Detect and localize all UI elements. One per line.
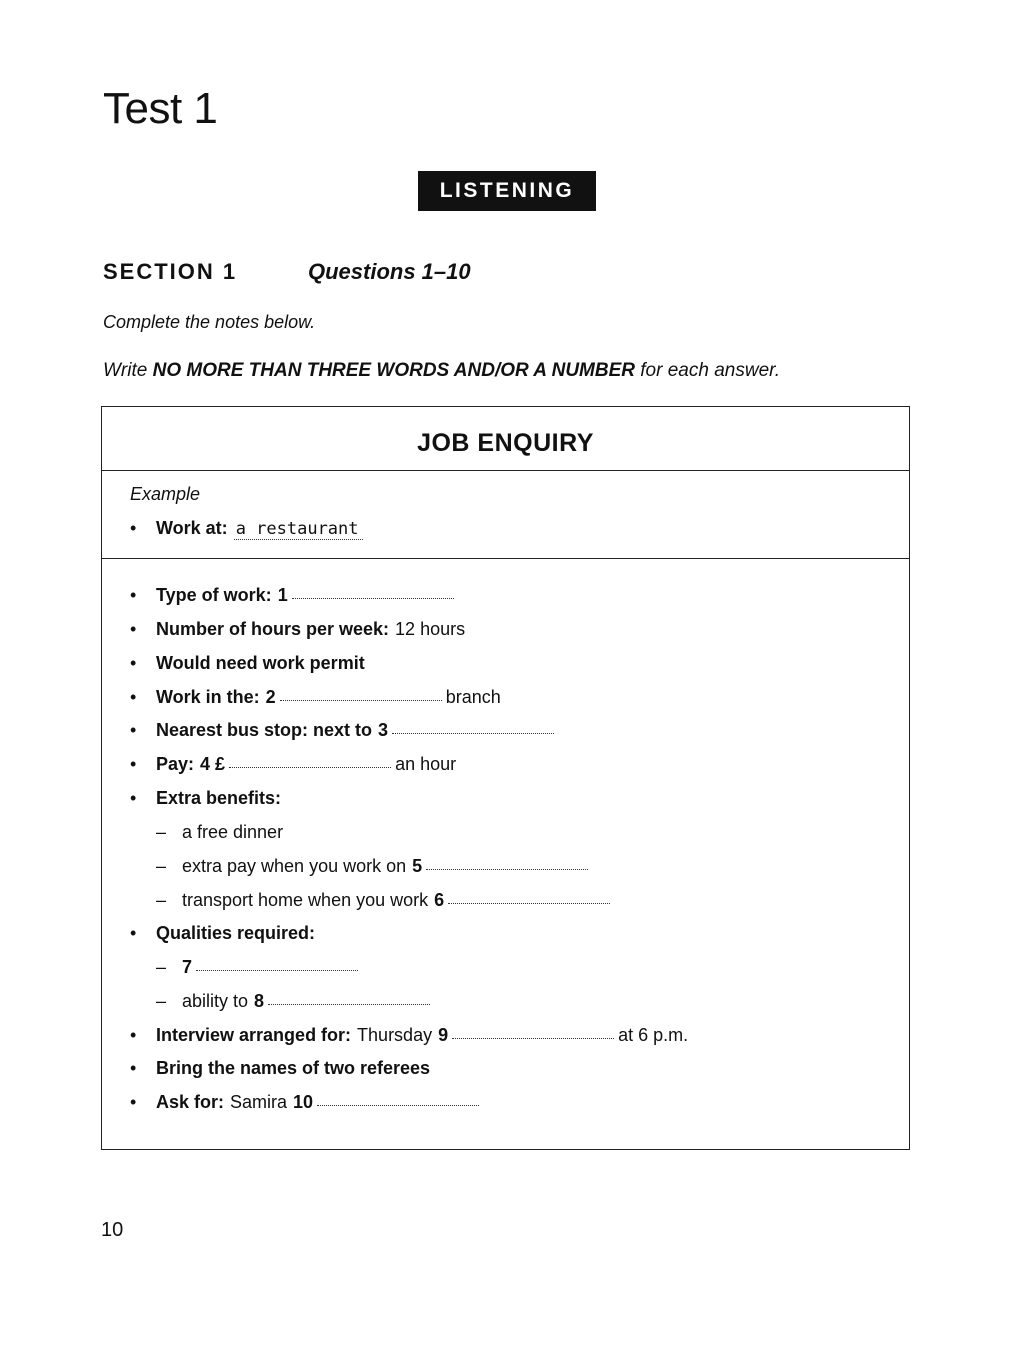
note-label: Interview arranged for: bbox=[156, 1025, 352, 1045]
sub-item-quality-7 bbox=[156, 957, 362, 978]
bullet-icon: • bbox=[130, 1025, 137, 1045]
instruction-word-limit bbox=[103, 360, 780, 382]
dash-icon: – bbox=[156, 822, 167, 842]
note-item-branch bbox=[130, 687, 501, 708]
bullet-icon: • bbox=[130, 1092, 137, 1112]
sub-item-free-dinner bbox=[156, 822, 283, 843]
question-number: 8 bbox=[254, 991, 265, 1011]
notes-title: JOB ENQUIRY bbox=[417, 429, 594, 457]
sub-text: transport home when you work bbox=[182, 890, 429, 910]
note-label: Bring the names of two referees bbox=[156, 1058, 431, 1078]
sub-item-quality-8 bbox=[156, 991, 434, 1012]
section-questions: Questions 1–10 bbox=[308, 259, 471, 284]
bullet-icon: • bbox=[130, 619, 137, 639]
answer-blank[interactable] bbox=[196, 970, 358, 971]
example-answer: a restaurant bbox=[234, 519, 363, 540]
bullet-icon: • bbox=[130, 585, 137, 605]
note-item-referees bbox=[130, 1058, 430, 1079]
question-number: 7 bbox=[182, 957, 193, 977]
note-value: Samira bbox=[230, 1092, 288, 1112]
example-divider bbox=[102, 558, 909, 559]
instruction-complete-notes: Complete the notes below. bbox=[103, 312, 316, 332]
instruction-post: for each answer. bbox=[640, 360, 781, 381]
note-item-hours bbox=[130, 619, 465, 640]
note-item-ask-for bbox=[130, 1092, 483, 1113]
question-number: 6 bbox=[434, 890, 445, 910]
note-after: branch bbox=[445, 687, 501, 707]
notes-box bbox=[101, 406, 910, 1150]
note-label: Extra benefits: bbox=[156, 788, 282, 808]
note-after: at 6 p.m. bbox=[618, 1025, 689, 1045]
sub-text: a free dinner bbox=[182, 822, 284, 842]
answer-blank[interactable] bbox=[229, 767, 391, 768]
answer-blank[interactable] bbox=[452, 1038, 614, 1039]
bullet-icon: • bbox=[130, 788, 137, 808]
instruction-pre: Write bbox=[103, 360, 148, 381]
note-label: Number of hours per week: bbox=[156, 619, 390, 639]
note-value: Thursday bbox=[357, 1025, 433, 1045]
sub-item-transport bbox=[156, 890, 614, 911]
note-item-pay bbox=[130, 754, 456, 775]
note-item-extra-benefits bbox=[130, 788, 281, 809]
answer-blank[interactable] bbox=[268, 1004, 430, 1005]
sub-text: ability to bbox=[182, 991, 249, 1011]
note-label: Pay: bbox=[156, 754, 195, 774]
answer-blank[interactable] bbox=[280, 700, 442, 701]
section-label: SECTION 1 bbox=[103, 259, 238, 284]
dash-icon: – bbox=[156, 890, 167, 910]
question-number: 5 bbox=[412, 856, 423, 876]
bullet-icon: • bbox=[130, 1058, 137, 1078]
note-label: Work in the: bbox=[156, 687, 260, 707]
note-label: Type of work: bbox=[156, 585, 272, 605]
page-number: 10 bbox=[101, 1219, 124, 1241]
example-field-label: Work at: bbox=[156, 518, 228, 538]
answer-blank[interactable] bbox=[448, 903, 610, 904]
note-item-bus-stop bbox=[130, 720, 558, 741]
bullet-icon: • bbox=[130, 518, 137, 538]
answer-blank[interactable] bbox=[292, 598, 454, 599]
instruction-bold: NO MORE THAN THREE WORDS AND/OR A NUMBER bbox=[152, 360, 635, 381]
note-item-type-of-work bbox=[130, 585, 458, 606]
bullet-icon: • bbox=[130, 923, 137, 943]
note-label: Would need work permit bbox=[156, 653, 365, 673]
dash-icon: – bbox=[156, 991, 167, 1011]
bullet-icon: • bbox=[130, 754, 137, 774]
bullet-icon: • bbox=[130, 687, 137, 707]
note-value: 12 hours bbox=[395, 619, 466, 639]
sub-item-extra-pay bbox=[156, 856, 592, 877]
bullet-icon: • bbox=[130, 720, 137, 740]
question-number: 1 bbox=[277, 585, 288, 605]
bullet-icon: • bbox=[130, 653, 137, 673]
question-number: 2 bbox=[265, 687, 276, 707]
dash-icon: – bbox=[156, 856, 167, 876]
question-number: 10 bbox=[293, 1092, 314, 1112]
note-label: Ask for: bbox=[156, 1092, 225, 1112]
example-label: Example bbox=[130, 484, 201, 504]
note-item-qualities bbox=[130, 923, 315, 944]
answer-blank[interactable] bbox=[317, 1105, 479, 1106]
answer-blank[interactable] bbox=[426, 869, 588, 870]
answer-blank[interactable] bbox=[392, 733, 554, 734]
dash-icon: – bbox=[156, 957, 167, 977]
test-title: Test 1 bbox=[103, 84, 218, 133]
sub-text: extra pay when you work on bbox=[182, 856, 407, 876]
note-item-interview bbox=[130, 1025, 688, 1046]
question-number: 9 bbox=[438, 1025, 449, 1045]
note-label: Nearest bus stop: next to bbox=[156, 720, 373, 740]
listening-banner: LISTENING bbox=[418, 171, 596, 211]
note-after: an hour bbox=[395, 754, 457, 774]
example-line bbox=[130, 518, 363, 540]
question-number: 4 £ bbox=[200, 754, 226, 774]
question-number: 3 bbox=[378, 720, 389, 740]
title-divider bbox=[102, 470, 909, 471]
note-label: Qualities required: bbox=[156, 923, 316, 943]
note-item-work-permit bbox=[130, 653, 365, 674]
